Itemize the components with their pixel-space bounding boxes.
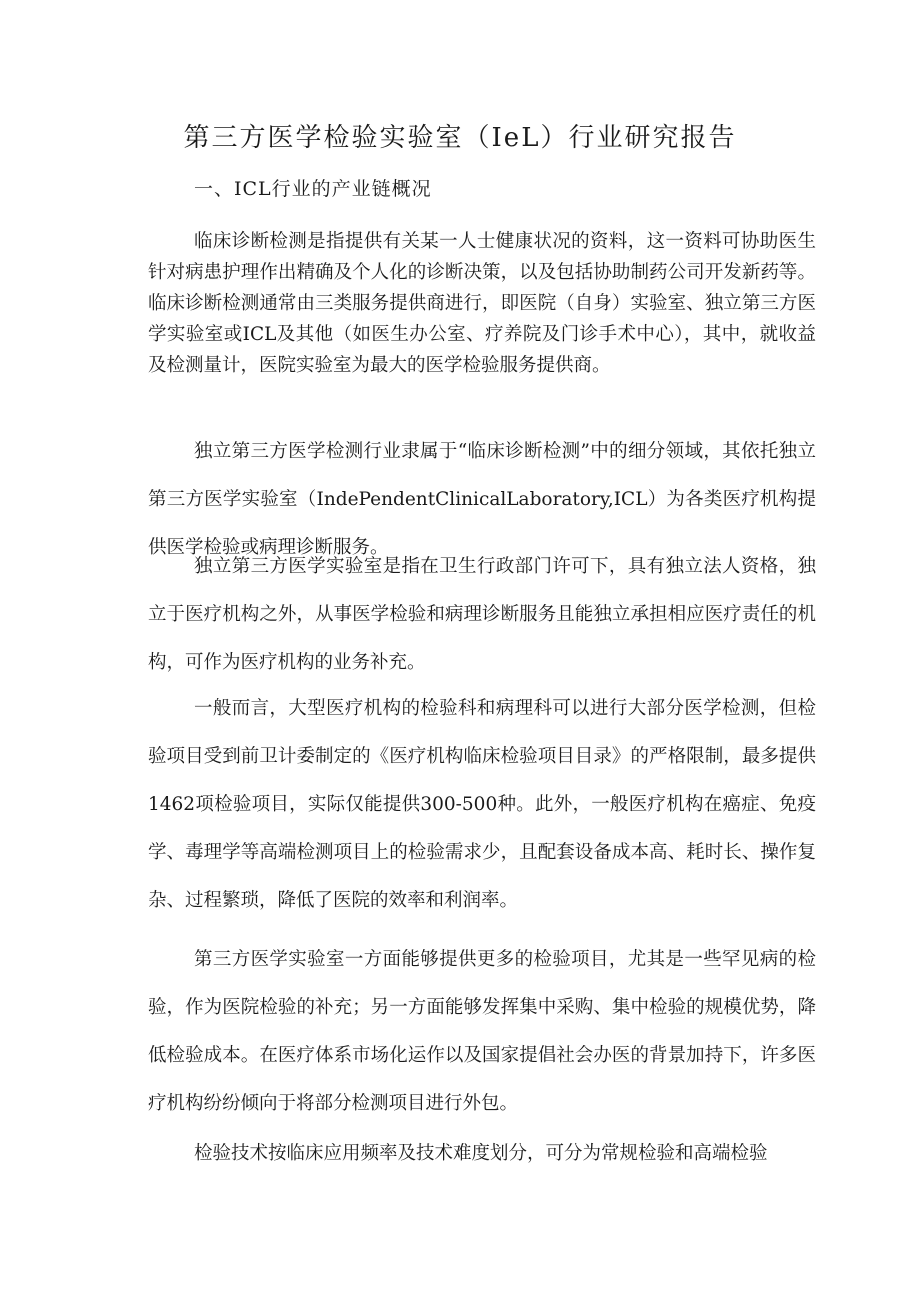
paragraph-icl-definition: 独立第三方医学检测行业隶属于“临床诊断检测”中的细分领域，其依托独立第三方医学实验室（IndePendentClinicalLaboratory,ICL）为各类医疗机构提供医学检验或病理诊断服务。 xyxy=(148,441,816,558)
paragraph-test-classification: 检验技术按临床应用频率及技术难度划分，可分为常规检验和高端检验 xyxy=(194,1143,768,1164)
paragraph-independent-lab: 独立第三方医学实验室是指在卫生行政部门许可下，具有独立法人资格，独立于医疗机构之外，从事医学检验和病理诊断服务且能独立承担相应医疗责任的机构，可作为医疗机构的业务补充。 xyxy=(148,556,816,673)
section-heading: 一、ICL行业的产业链概况 xyxy=(194,178,432,200)
paragraph-third-party-advantages: 第三方医学实验室一方面能够提供更多的检验项目，尤其是一些罕见病的检验，作为医院检验的补充；另一方面能够发挥集中采购、集中检验的规模优势，降低检验成本。在医疗体系市场化运作以及国家提倡社会办医的背景加持下，许多医疗机构纷纷倾向于将部分检测项目进行外包。 xyxy=(148,949,816,1114)
paragraph-clinical-diagnostics: 临床诊断检测是指提供有关某一人士健康状况的资料，这一资料可协助医生针对病患护理作出精确及个人化的诊断决策，以及包括协助制药公司开发新药等。临床诊断检测通常由三类服务提供商进行，即医院（自身）实验室、独立第三方医学实验室或ICL及其他（如医生办公室、疗养院及门诊手术中心），其中，就收益及检测量计，医院实验室为最大的医学检验服务提供商。 xyxy=(148,231,816,376)
paragraph-hospital-limits: 一般而言，大型医疗机构的检验科和病理科可以进行大部分医学检测，但检验项目受到前卫计委制定的《医疗机构临床检验项目目录》的严格限制，最多提供1462项检验项目，实际仅能提供300-500种。此外，一般医疗机构在癌症、免疫学、毒理学等高端检测项目上的检验需求少，且配套设备成本高、耗时长、操作复杂、过程繁琐，降低了医院的效率和利润率。 xyxy=(148,698,816,911)
document-title: 第三方医学检验实验室（IeL）行业研究报告 xyxy=(183,123,737,153)
